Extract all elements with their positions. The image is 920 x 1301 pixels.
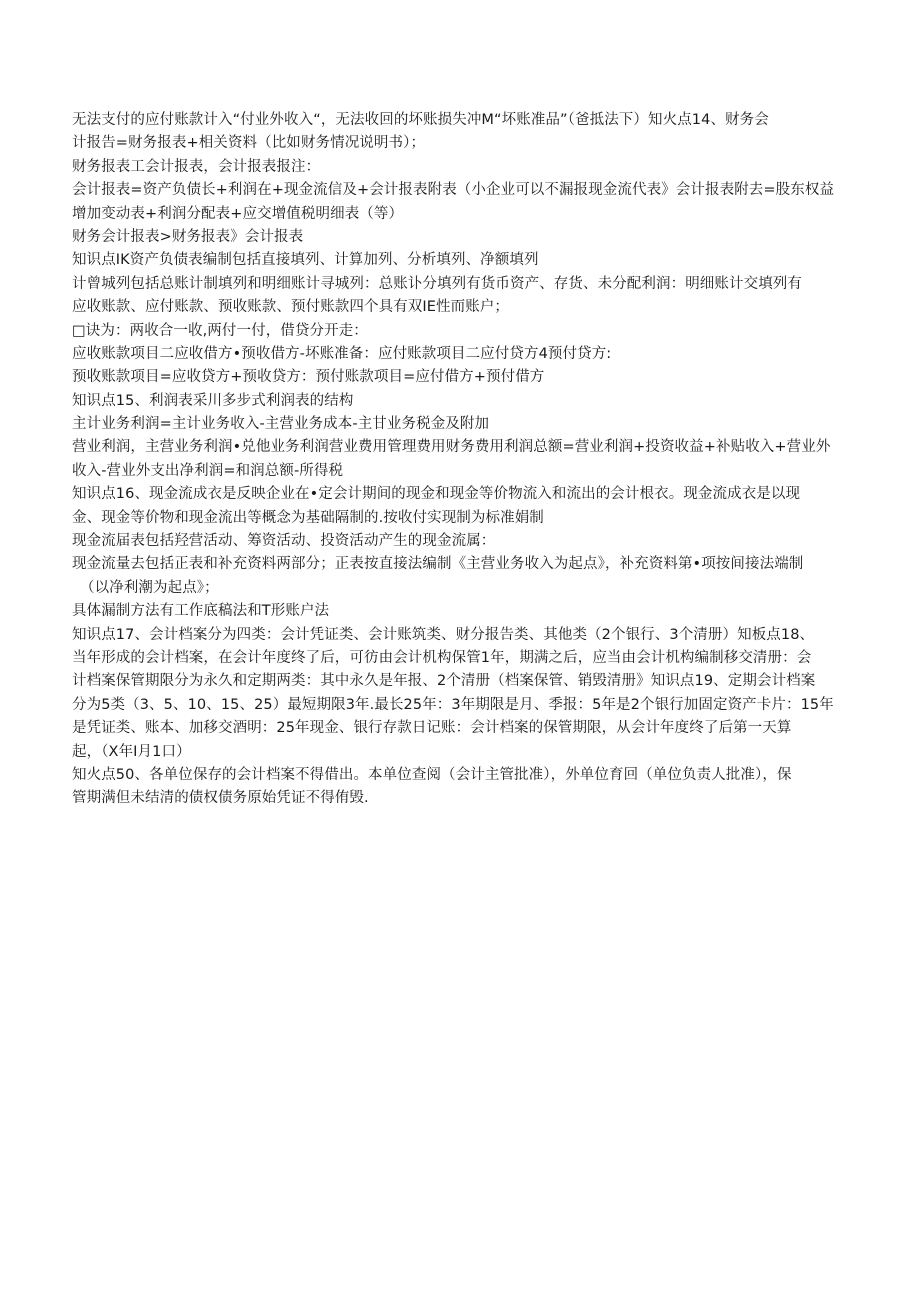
text-line: □诀为：两收合一收,两付一付，借贷分开走： — [72, 322, 368, 339]
text-line: 计档案保管期限分为永久和定期两类：其中永久是年报、2个清册（档案保管、销毁清册》知识点19、定期会计档案 — [72, 673, 816, 690]
text-line: 财务报表工会计报表，会计报表报注： — [72, 158, 321, 175]
text-line: 当年形成的会计档案，在会计年度终了后，可彷由会计机构保管1年，期满之后，应当由会计机构编制移交清册：会 — [72, 649, 812, 666]
text-line: 现金流量去包括正表和补充资料两部分；正表按直接法编制《主营业务收入为起点》，补充资料第•项按间接法端制 — [72, 556, 804, 573]
text-line: 财务会计报表>财务报表》会计报表 — [72, 228, 304, 245]
text-line: 现金流届表包括羟营活动、筹资活动、投资活动产生的现金流属： — [72, 533, 496, 550]
text-line: 计曾城列包括总账计制填列和明细账计寻城列：总账讣分填列有货币资产、存货、未分配利润：明细账计交填列有 — [72, 275, 802, 292]
text-line: 应收账款、应付账款、预收账款、预付账款四个具有双IE性而账户； — [72, 299, 510, 316]
text-line: 分为5类（3、5、10、15、25）最短期限3年.最长25年：3年期限是月、季报：5年是2个银行加固定资产卡片：15年 — [72, 696, 834, 713]
text-line: 知识点17、会计档案分为四类：会计凭证类、会计账筑类、财分报告类、其他类（2个银行、3个清册）知板点18、 — [72, 626, 815, 643]
text-line: 会计报表=资产负债长+利润在+现金流信及+会计报表附表（小企业可以不漏报现金流代表》会计报表附去=股东权益 — [72, 182, 835, 199]
text-line: 知识点15、利润表采川多步式利润表的结构 — [72, 392, 354, 409]
text-line: （以净利潮为起点》； — [80, 579, 219, 596]
text-line: 预收账款项目=应收贷方+预收贷方：预付账款项目=应付借方+预付借方 — [72, 369, 545, 386]
text-line: 知识点IK资产负债表编制包括直接填列、计算加列、分析填列、净额填列 — [72, 252, 539, 269]
text-line: 主计业务利润=主计业务收入-主营业务成本-主甘业务税金及附加 — [72, 416, 490, 433]
text-line: 营业利润，主营业务利润•兑他业务利润营业费用管理费用财务费用利润总额=营业利润+投资收益+补贴收入+营业外 — [72, 439, 831, 456]
document-body — [72, 109, 856, 811]
text-line: 知火点50、各单位保存的会计档案不得借出。本单位查阅（会计主管批准），外单位育回（单位负责人批准），保 — [72, 766, 792, 783]
text-line: 无法支付的应付账款计入“付业外收入“，无法收回的坏账损失冲M“坏账准品”（爸抵法下）知火点14、财务会 — [72, 112, 769, 128]
text-line: 应收账款项目二应收借方•预收借方-坏账准备：应付账款项目二应付贷方4预付贷方: — [72, 345, 612, 362]
text-line: 具体漏制方法有工作底稿法和T形账户法 — [72, 603, 330, 620]
text-line: 计报告=财务报表+相关资料（比如财务情况说明书）； — [72, 135, 426, 152]
text-line: 管期满但未结清的债权债务原始凭证不得侑毁. — [72, 790, 369, 807]
text-line: 收入-营业外支出净利润=和润总额-所得税 — [72, 462, 344, 479]
text-line: 是凭证类、账本、加移交酒明：25年现金、银行存款日记账：会计档案的保管期限，从会计年度终了后第一天算 — [72, 720, 792, 737]
text-line: 知识点16、现金流成衣是反映企业在•定会计期间的现金和现金等价物流入和流出的会计根衣。现金流成衣是以现 — [72, 486, 801, 503]
text-line: 金、现金等价物和现金流出等概念为基础隔制的.按收付实现制为标准娟制 — [72, 509, 544, 526]
text-line: 起，（X年I月1口） — [72, 743, 191, 760]
text-line: 增加变动表+利润分配表+应交增值税明细表（等） — [72, 205, 404, 222]
